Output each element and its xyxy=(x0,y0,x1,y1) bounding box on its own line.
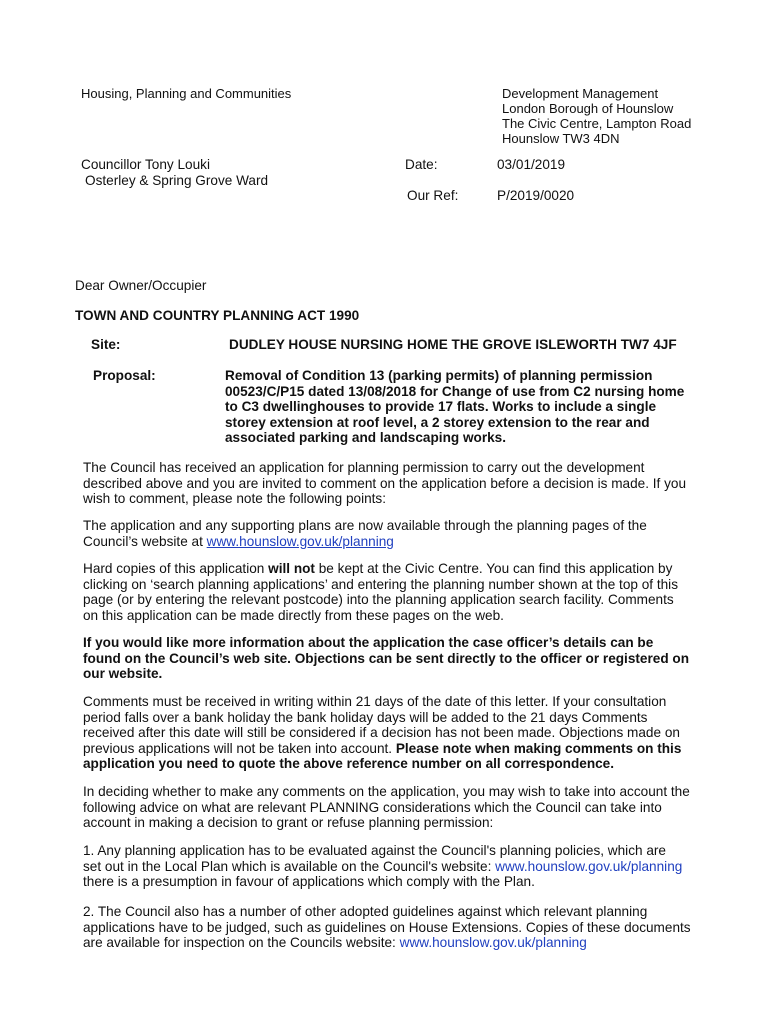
address-line: London Borough of Hounslow xyxy=(502,101,674,116)
site-value: DUDLEY HOUSE NURSING HOME THE GROVE ISLEWORTH TW7 4JF xyxy=(229,337,677,352)
act-title: TOWN AND COUNTRY PLANNING ACT 1990 xyxy=(75,308,360,323)
paragraph-text: previous applications will not be taken into account. xyxy=(83,740,396,756)
date-value: 03/01/2019 xyxy=(497,157,566,172)
paragraph-line: Comments must be received in writing within 21 days of the date of this letter. If your consultation xyxy=(83,694,667,709)
address-line: The Civic Centre, Lampton Road xyxy=(502,116,692,131)
proposal-line: storey extension at roof level, a 2 storey extension to the rear and xyxy=(225,414,650,430)
recipient-name: Councillor Tony Louki xyxy=(81,157,210,172)
paragraph-line: there is a presumption in favour of applications which comply with the Plan. xyxy=(83,874,535,889)
intro-paragraph xyxy=(83,460,733,507)
paragraph-line: 1. Any planning application has to be evaluated against the Council's planning policies, which are xyxy=(83,843,666,858)
paragraph-line xyxy=(83,534,733,550)
paragraph-text: be kept at the Civic Centre. You can find this application by xyxy=(314,561,673,576)
paragraph-line: If you would like more information about the application the case officer’s details can be xyxy=(83,635,654,650)
local-plan-link[interactable]: www.hounslow.gov.uk/planning xyxy=(495,858,683,874)
paragraph-line: account in making a decision to grant or refuse planning permission: xyxy=(83,815,494,830)
paragraph-line: our website. xyxy=(83,666,163,681)
more-information-paragraph xyxy=(83,635,733,682)
planning-website-link[interactable]: www.hounslow.gov.uk/planning xyxy=(206,533,394,549)
consideration-item-2 xyxy=(83,904,733,951)
paragraph-line: 2. The Council also has a number of other adopted guidelines against which relevant planning xyxy=(83,904,648,919)
consideration-item-1 xyxy=(83,843,733,890)
recipient-ward: Osterley & Spring Grove Ward xyxy=(85,173,269,188)
department-name: Housing, Planning and Communities xyxy=(81,86,292,101)
paragraph-line: applications have to be judged, such as guidelines on House Extensions. Copies of these documents xyxy=(83,919,691,935)
proposal-label: Proposal: xyxy=(93,368,156,383)
paragraph-line: The Council has received an application for planning permission to carry out the development xyxy=(83,460,645,475)
site-label: Site: xyxy=(91,337,121,352)
return-address xyxy=(502,86,691,146)
paragraph-line: on this application can be made directly from these pages on the web. xyxy=(83,607,504,623)
paragraph-line: wish to comment, please note the following points: xyxy=(83,491,387,506)
paragraph-line: application you need to quote the above reference number on all correspondence. xyxy=(83,756,615,771)
date-label: Date: xyxy=(405,157,438,172)
paragraph-line xyxy=(83,935,733,951)
paragraph-line: period falls over a bank holiday the bank holiday days will be added to the 21 days Comments xyxy=(83,709,648,725)
address-line: Development Management xyxy=(502,86,659,101)
paragraph-line xyxy=(83,859,733,875)
paragraph-line: found on the Council’s web site. Objections can be sent directly to the officer or registered on xyxy=(83,650,690,666)
guidelines-link[interactable]: www.hounslow.gov.uk/planning xyxy=(399,935,587,950)
comments-deadline-paragraph xyxy=(83,694,733,772)
paragraph-line: following advice on what are relevant PLANNING considerations which the Council can take into xyxy=(83,799,662,815)
paragraph-text: Council’s website at xyxy=(83,533,207,549)
emphasis-text: Please note when making comments on this xyxy=(395,740,682,756)
paragraph-line: received after this date will still be considered if a decision has not been made. Objections made on xyxy=(83,725,680,740)
paragraph-line xyxy=(83,741,733,757)
paragraph-line: In deciding whether to make any comments on the application, you may wish to take into account the xyxy=(83,784,690,799)
hard-copies-paragraph xyxy=(83,561,733,623)
proposal-line: associated parking and landscaping works. xyxy=(225,430,507,445)
proposal-line: to C3 dwellinghouses to provide 17 flats. Works to include a single xyxy=(225,399,657,414)
paragraph-line: The application and any supporting plans are now available through the planning pages of the xyxy=(83,518,647,533)
salutation: Dear Owner/Occupier xyxy=(75,278,207,293)
paragraph-line xyxy=(83,561,733,577)
paragraph-line: clicking on ‘search planning applications’ and entering the planning number shown at the top of this xyxy=(83,576,678,592)
emphasis-text: will not xyxy=(268,561,315,576)
address-line: Hounslow TW3 4DN xyxy=(502,131,620,146)
proposal-line: Removal of Condition 13 (parking permits) of planning permission xyxy=(225,368,653,383)
proposal-line: 00523/C/P15 dated 13/08/2018 for Change of use from C2 nursing home xyxy=(225,383,685,399)
paragraph-line: described above and you are invited to comment on the application before a decision is made. If you xyxy=(83,475,687,491)
proposal-text xyxy=(225,368,684,446)
paragraph-text: are available for inspection on the Councils website: xyxy=(83,935,400,950)
paragraph-text: Hard copies of this application xyxy=(83,561,269,576)
availability-paragraph xyxy=(83,518,733,549)
paragraph-text: set out in the Local Plan which is available on the Council's website: xyxy=(83,858,496,874)
reference-label: Our Ref: xyxy=(407,188,459,203)
reference-value: P/2019/0020 xyxy=(497,188,575,203)
paragraph-line: page (or by entering the relevant postcode) into the planning application search facility. Comments xyxy=(83,592,674,607)
considerations-paragraph xyxy=(83,784,733,831)
